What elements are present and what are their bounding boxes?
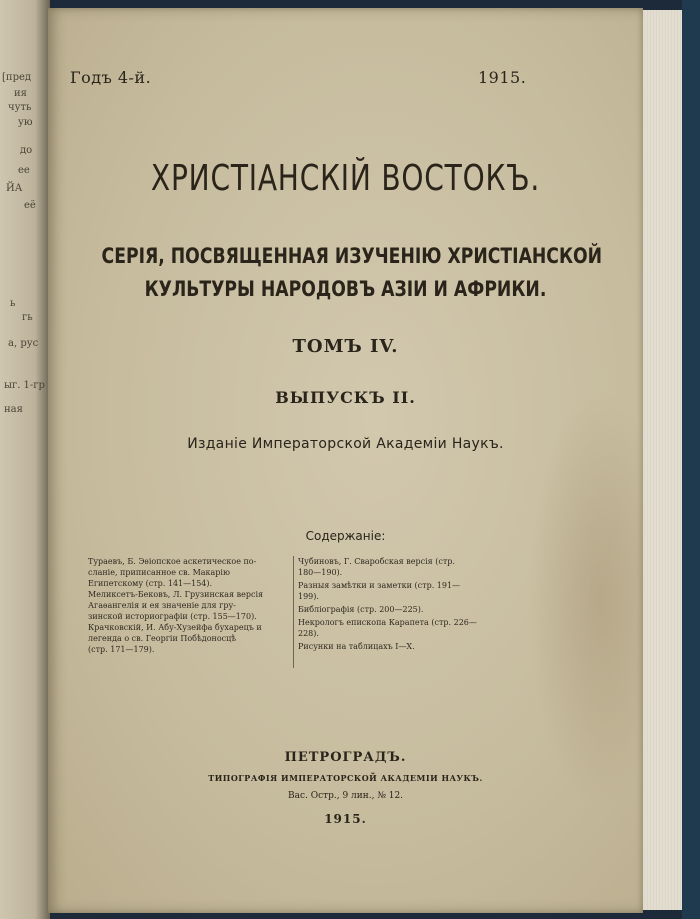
subtitle-line-2: КУЛЬТУРЫ НАРОДОВЪ АЗІИ И АФРИКИ. <box>144 277 547 301</box>
contents-left-column <box>88 556 288 655</box>
subtitle-line-1: СЕРІЯ, ПОСВЯЩЕННАЯ ИЗУЧЕНІЮ ХРИСТІАНСКОЙ <box>101 244 603 268</box>
contents-line: Библіографія (стр. 200—225). <box>298 605 424 614</box>
contents-line: легенда о св. Георгіи Побѣдоносцѣ <box>88 634 237 643</box>
prev-page-fragment: ь <box>10 298 16 309</box>
header-year: 1915. <box>478 68 527 87</box>
year-label: Годъ 4-й. <box>70 68 152 87</box>
contents-line: Агаѳангелія и ея значеніе для гру- <box>88 601 236 610</box>
prev-page-fragment: ую <box>18 117 33 128</box>
prev-page-fragment: гь <box>22 312 33 323</box>
contents-line: зинской историографіи (стр. 155—170). <box>88 612 257 621</box>
contents-heading: Содержаніе: <box>305 529 386 543</box>
contents-line: Тураевъ, Б. Эѳіопское аскетическое по- <box>88 557 257 566</box>
imprint-city: ПЕТРОГРАДЪ. <box>284 750 407 765</box>
prev-page-fragment: [пред <box>2 72 32 83</box>
page-block-edge <box>643 10 683 910</box>
imprint-year: 1915. <box>324 812 367 826</box>
contents-line: Некрологъ епископа Карапета (стр. 226— <box>298 618 477 627</box>
contents-divider <box>293 556 294 668</box>
contents-line: 199). <box>298 592 319 601</box>
journal-title: ХРИСТІАНСКІЙ ВОСТОКЪ. <box>150 158 541 199</box>
prev-page-fragment: чуть <box>8 102 32 113</box>
previous-page-edge <box>0 0 50 919</box>
contents-line: 180—190). <box>298 568 343 577</box>
volume-label: ТОМЪ IV. <box>292 336 399 357</box>
prev-page-fragment: её <box>24 200 36 211</box>
prev-page-fragment: до <box>20 145 33 156</box>
contents-line: сланіе, приписанное св. Макарію <box>88 568 230 577</box>
contents-line: (стр. 171—179). <box>88 645 155 654</box>
contents-line: Разныя замѣтки и заметки (стр. 191— <box>298 581 461 590</box>
contents-line: Меликсетъ-Бековъ, Л. Грузинская версія <box>88 590 264 599</box>
imprint-press: ТИПОГРАФІЯ ИМПЕРАТОРСКОЙ АКАДЕМІИ НАУКЪ. <box>208 773 483 783</box>
contents-right-column <box>298 556 508 652</box>
publisher-line: Изданіе Императорской Академіи Наукъ. <box>187 436 504 452</box>
imprint-address: Вас. Остр., 9 лин., № 12. <box>287 791 404 801</box>
prev-page-fragment: ее <box>18 165 30 176</box>
contents-line: Египетскому (стр. 141—154). <box>88 579 213 588</box>
contents-line: Чубиновъ, Г. Сваробская версія (стр. <box>298 557 455 566</box>
prev-page-fragment: ная <box>4 404 23 415</box>
prev-page-fragment: ия <box>14 88 27 99</box>
contents-line: Рисунки на таблицахъ I—X. <box>298 642 415 651</box>
prev-page-fragment: ыг. 1-гр <box>4 380 45 391</box>
issue-label: ВЫПУСКЪ II. <box>275 388 416 407</box>
prev-page-fragment: а, рус <box>8 338 39 349</box>
contents-line: Крачковскій, И. Абу-Хузейфа бухарецъ и <box>88 623 262 632</box>
contents-line: 228). <box>298 629 319 638</box>
prev-page-fragment: ЙА <box>6 183 23 194</box>
title-page <box>48 8 643 913</box>
book-cover-edge <box>682 0 700 919</box>
